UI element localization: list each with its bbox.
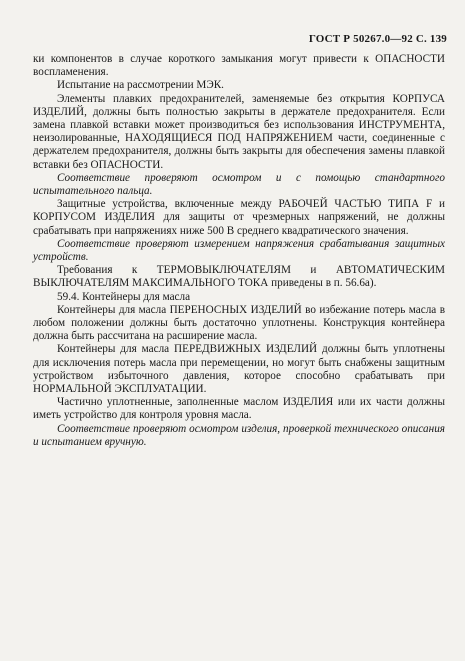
paragraph: Защитные устройства, включенные между РАБОЧЕЙ ЧАСТЬЮ ТИПА F и КОРПУСОМ ИЗДЕЛИЯ для защиты от чрезмерных напряжений, не должны срабатывать при напряжениях ниже 500 В среднего квадратического значения. bbox=[33, 198, 445, 237]
paragraph: Контейнеры для масла ПЕРЕДВИЖНЫХ ИЗДЕЛИЙ должны быть уплотнены для исключения потерь масла при перемещении, но могут быть снабжены защитным устройством избыточного давления, которое способно срабатывать при НОРМАЛЬНОЙ ЭКСПЛУАТАЦИИ. bbox=[33, 343, 445, 396]
compliance-note: Соответствие проверяют осмотром и с помощью стандартного испытательного пальца. bbox=[33, 171, 445, 198]
paragraph: Элементы плавких предохранителей, заменяемые без открытия КОРПУСА ИЗДЕЛИЙ, должны быть полностью закрыты в держателе предохранителя. Если замена плавкой вставки может производиться без использования ИНСТРУМЕНТА, неизолированные, НАХОДЯЩИЕСЯ ПОД НАПРЯЖЕНИЕМ части, соединенные с держателем предохранителя, должны быть закрыты для обеспечения замены плавкой вставки без ОПАСНОСТИ. bbox=[33, 92, 445, 171]
section-heading: 59.4. Контейнеры для масла bbox=[57, 290, 191, 303]
compliance-note: Соответствие проверяют осмотром изделия, проверкой технического описания и испытанием вручную. bbox=[33, 422, 445, 448]
paragraph: Испытание на рассмотрении МЭК. bbox=[57, 79, 224, 92]
paragraph: ки компонентов в случае короткого замыкания могут привести к ОПАСНОСТИ воспламенения. bbox=[33, 53, 445, 79]
paragraph: Частично уплотненные, заполненные маслом ИЗДЕЛИЯ или их части должны иметь устройство для контроля уровня масла. bbox=[33, 396, 445, 422]
document-body bbox=[33, 53, 445, 449]
page-header: ГОСТ Р 50267.0—92 С. 139 bbox=[308, 33, 447, 45]
paragraph: Требования к ТЕРМОВЫКЛЮЧАТЕЛЯМ и АВТОМАТИЧЕСКИМ ВЫКЛЮЧАТЕЛЯМ МАКСИМАЛЬНОГО ТОКА приведены в п. 56.6а). bbox=[33, 264, 445, 290]
compliance-note: Соответствие проверяют измерением напряжения срабатывания защитных устройств. bbox=[33, 237, 445, 264]
paragraph: Контейнеры для масла ПЕРЕНОСНЫХ ИЗДЕЛИЙ во избежание потерь масла в любом положении должны быть достаточно уплотнены. Конструкция контейнера должна быть рассчитана на расширение масла. bbox=[33, 303, 445, 343]
